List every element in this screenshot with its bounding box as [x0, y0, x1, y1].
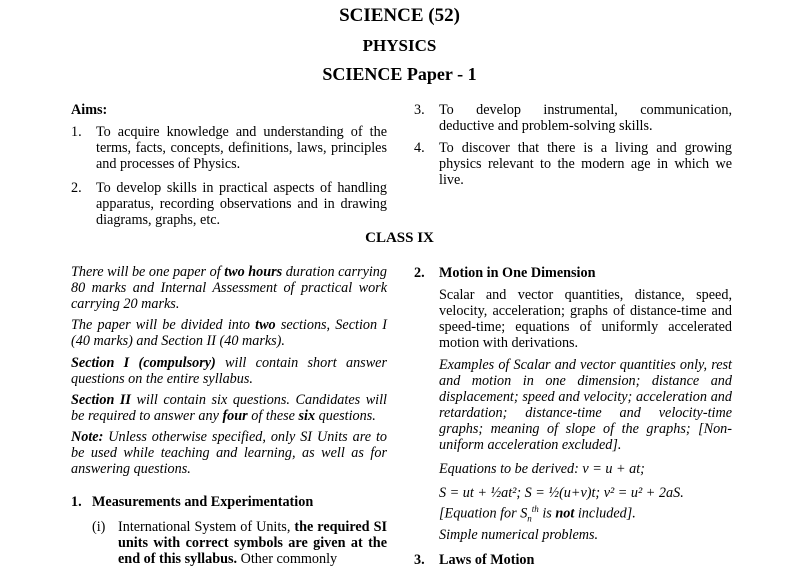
- aim-number: 2.: [71, 180, 82, 196]
- section-2-equation-line: S = ut + ½at²; S = ½(u+v)t; v² = u² + 2aS.: [439, 485, 684, 501]
- section-3-number: 3.: [414, 552, 425, 568]
- subject-title: PHYSICS: [362, 36, 437, 55]
- section-2-body: Scalar and vector quantities, distance, speed, velocity, acceleration; graphs of distance-time and speed-time; equations of uniformly accelerated motion with derivations.: [439, 287, 732, 351]
- subitem-text: International System of Units, the required SI units with correct symbols are given at the end of this syllabus. Other commonly: [118, 519, 387, 567]
- aims-heading: Aims:: [71, 102, 108, 118]
- intro-paragraph-sections: The paper will be divided into two sections, Section I (40 marks) and Section II (40 marks).: [71, 317, 387, 349]
- paper-title: SCIENCE Paper - 1: [322, 64, 477, 84]
- section-2-equations: Equations to be derived: v = u + at;: [439, 461, 645, 477]
- section-3-title: Laws of Motion: [439, 552, 535, 568]
- intro-paragraph-section1: Section I (compulsory) will contain short answer questions on the entire syllabus.: [71, 355, 387, 387]
- aim-item-4: [414, 140, 732, 188]
- section-1-number: 1.: [71, 494, 82, 510]
- aim-text: To develop instrumental, communication, deductive and problem-solving skills.: [439, 102, 732, 134]
- section-2-title: Motion in One Dimension: [439, 265, 596, 281]
- intro-paragraph-duration: There will be one paper of two hours duration carrying 80 marks and Internal Assessment of practical work carrying 20 marks.: [71, 264, 387, 312]
- aim-number: 3.: [414, 102, 425, 118]
- subitem-number: (i): [92, 519, 106, 535]
- aim-item-3: [414, 102, 732, 134]
- intro-paragraph-section2: Section II will contain six questions. Candidates will be required to answer any four of these six questions.: [71, 392, 388, 424]
- section-2-equation-note: [Equation for $S_n^{th}$ is not included].: [439, 504, 636, 524]
- aim-item-1: [71, 124, 387, 172]
- section-2-number: 2.: [414, 265, 425, 281]
- aim-item-2: [71, 180, 387, 228]
- section-1-subitem: [92, 519, 387, 567]
- section-1-title: Measurements and Experimentation: [92, 494, 314, 510]
- section-2-examples: Examples of Scalar and vector quantities only, rest and motion in one dimension; distance and displacement; speed and velocity; acceleration and retardation; distance-time and velocity-time graphs; meaning of slope of the graphs; [Non-uniform acceleration excluded].: [439, 357, 732, 453]
- page-title: SCIENCE (52): [339, 5, 460, 26]
- aim-number: 1.: [71, 124, 82, 140]
- aim-text: To acquire knowledge and understanding of the terms, facts, concepts, definitions, laws, principles and processes of Physics.: [96, 124, 387, 172]
- aim-text: To develop skills in practical aspects of handling apparatus, recording observations and in drawing diagrams, graphs, etc.: [96, 180, 387, 228]
- class-heading: CLASS IX: [365, 230, 434, 246]
- intro-paragraph-note: Note: Unless otherwise specified, only SI Units are to be used while teaching and learning, as well as for answering questions.: [71, 429, 387, 477]
- section-2-simple-problems: Simple numerical problems.: [439, 527, 599, 543]
- aim-text: To discover that there is a living and growing physics relevant to the modern age in which we live.: [439, 140, 732, 188]
- aim-number: 4.: [414, 140, 425, 156]
